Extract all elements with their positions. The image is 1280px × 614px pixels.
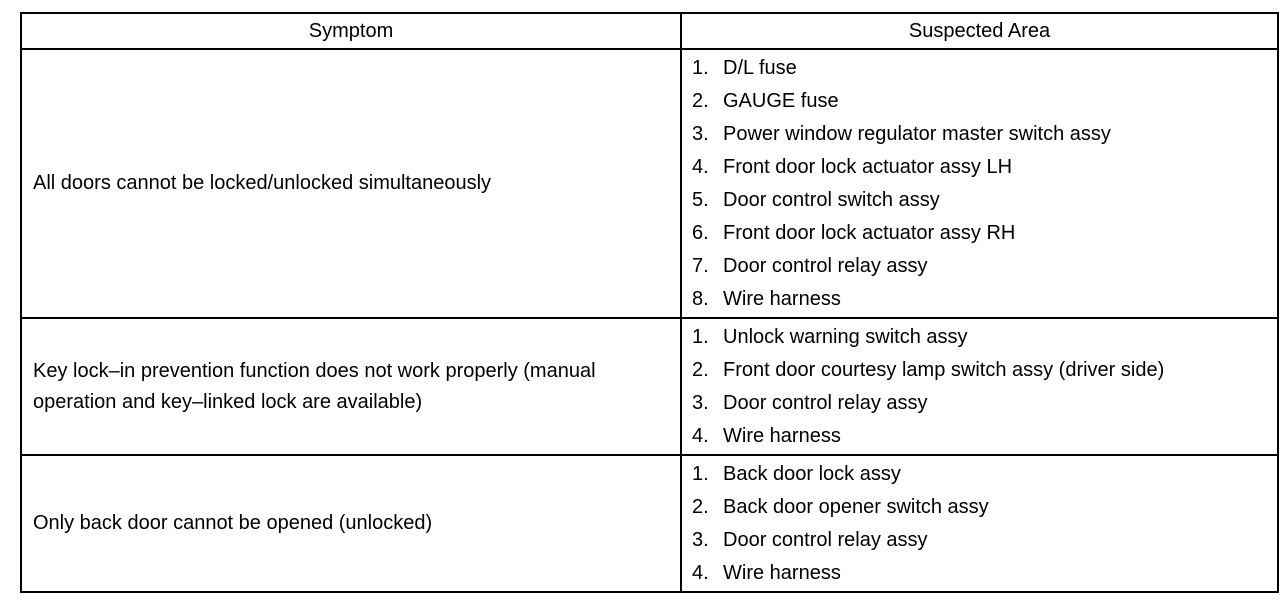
item-text: D/L fuse bbox=[723, 57, 797, 79]
item-number: 8. bbox=[692, 288, 709, 310]
item-text: Door control switch assy bbox=[723, 189, 940, 211]
header-row bbox=[21, 13, 1278, 49]
item-text: Front door lock actuator assy LH bbox=[723, 156, 1013, 178]
item-text: Back door opener switch assy bbox=[723, 496, 989, 518]
item-text: Power window regulator master switch assy bbox=[723, 123, 1111, 145]
suspected-area-list bbox=[682, 50, 1277, 317]
symptom-text: Only back door cannot be opened (unlocked) bbox=[33, 512, 433, 534]
table-body bbox=[21, 49, 1278, 592]
list-item bbox=[692, 118, 1277, 151]
item-text: Wire harness bbox=[723, 425, 841, 447]
item-number: 1. bbox=[692, 326, 709, 348]
item-number: 2. bbox=[692, 496, 709, 518]
suspected-area-cell bbox=[681, 455, 1278, 592]
list-item bbox=[692, 354, 1277, 387]
item-number: 4. bbox=[692, 156, 709, 178]
item-number: 2. bbox=[692, 359, 709, 381]
table-header bbox=[21, 13, 1278, 49]
item-text: Door control relay assy bbox=[723, 392, 928, 414]
item-text: Unlock warning switch assy bbox=[723, 326, 968, 348]
symptom-text: All doors cannot be locked/unlocked simultaneously bbox=[33, 172, 492, 194]
symptom-text: Key lock–in prevention function does not work properly (manual operation and key–linked lock are available) bbox=[33, 359, 596, 413]
item-text: Door control relay assy bbox=[723, 255, 928, 277]
item-number: 6. bbox=[692, 222, 709, 244]
item-text: Door control relay assy bbox=[723, 529, 928, 551]
suspected-area-list bbox=[682, 319, 1277, 454]
list-item bbox=[692, 524, 1277, 557]
list-item bbox=[692, 85, 1277, 118]
list-item bbox=[692, 387, 1277, 420]
list-item bbox=[692, 420, 1277, 453]
list-item bbox=[692, 491, 1277, 524]
list-item bbox=[692, 52, 1277, 85]
item-number: 7. bbox=[692, 255, 709, 277]
table-row bbox=[21, 455, 1278, 592]
list-item bbox=[692, 217, 1277, 250]
item-text: Wire harness bbox=[723, 288, 841, 310]
item-number: 3. bbox=[692, 529, 709, 551]
symptom-table bbox=[20, 12, 1279, 593]
suspected-area-column-header: Suspected Area bbox=[681, 13, 1278, 49]
item-number: 3. bbox=[692, 392, 709, 414]
symptom-column-header: Symptom bbox=[21, 13, 681, 49]
item-text: GAUGE fuse bbox=[723, 90, 839, 112]
symptom-cell bbox=[21, 49, 681, 318]
list-item bbox=[692, 321, 1277, 354]
item-number: 4. bbox=[692, 562, 709, 584]
item-number: 1. bbox=[692, 463, 709, 485]
symptom-cell bbox=[21, 455, 681, 592]
suspected-area-cell bbox=[681, 318, 1278, 455]
item-text: Front door lock actuator assy RH bbox=[723, 222, 1016, 244]
list-item bbox=[692, 557, 1277, 590]
item-text: Front door courtesy lamp switch assy (driver side) bbox=[723, 359, 1165, 381]
item-number: 2. bbox=[692, 90, 709, 112]
suspected-area-cell bbox=[681, 49, 1278, 318]
list-item bbox=[692, 283, 1277, 316]
list-item bbox=[692, 250, 1277, 283]
item-number: 4. bbox=[692, 425, 709, 447]
item-number: 1. bbox=[692, 57, 709, 79]
table-row bbox=[21, 318, 1278, 455]
item-number: 5. bbox=[692, 189, 709, 211]
suspected-area-list bbox=[682, 456, 1277, 591]
symptom-cell bbox=[21, 318, 681, 455]
item-number: 3. bbox=[692, 123, 709, 145]
item-text: Back door lock assy bbox=[723, 463, 901, 485]
item-text: Wire harness bbox=[723, 562, 841, 584]
list-item bbox=[692, 458, 1277, 491]
list-item bbox=[692, 184, 1277, 217]
table-row bbox=[21, 49, 1278, 318]
list-item bbox=[692, 151, 1277, 184]
